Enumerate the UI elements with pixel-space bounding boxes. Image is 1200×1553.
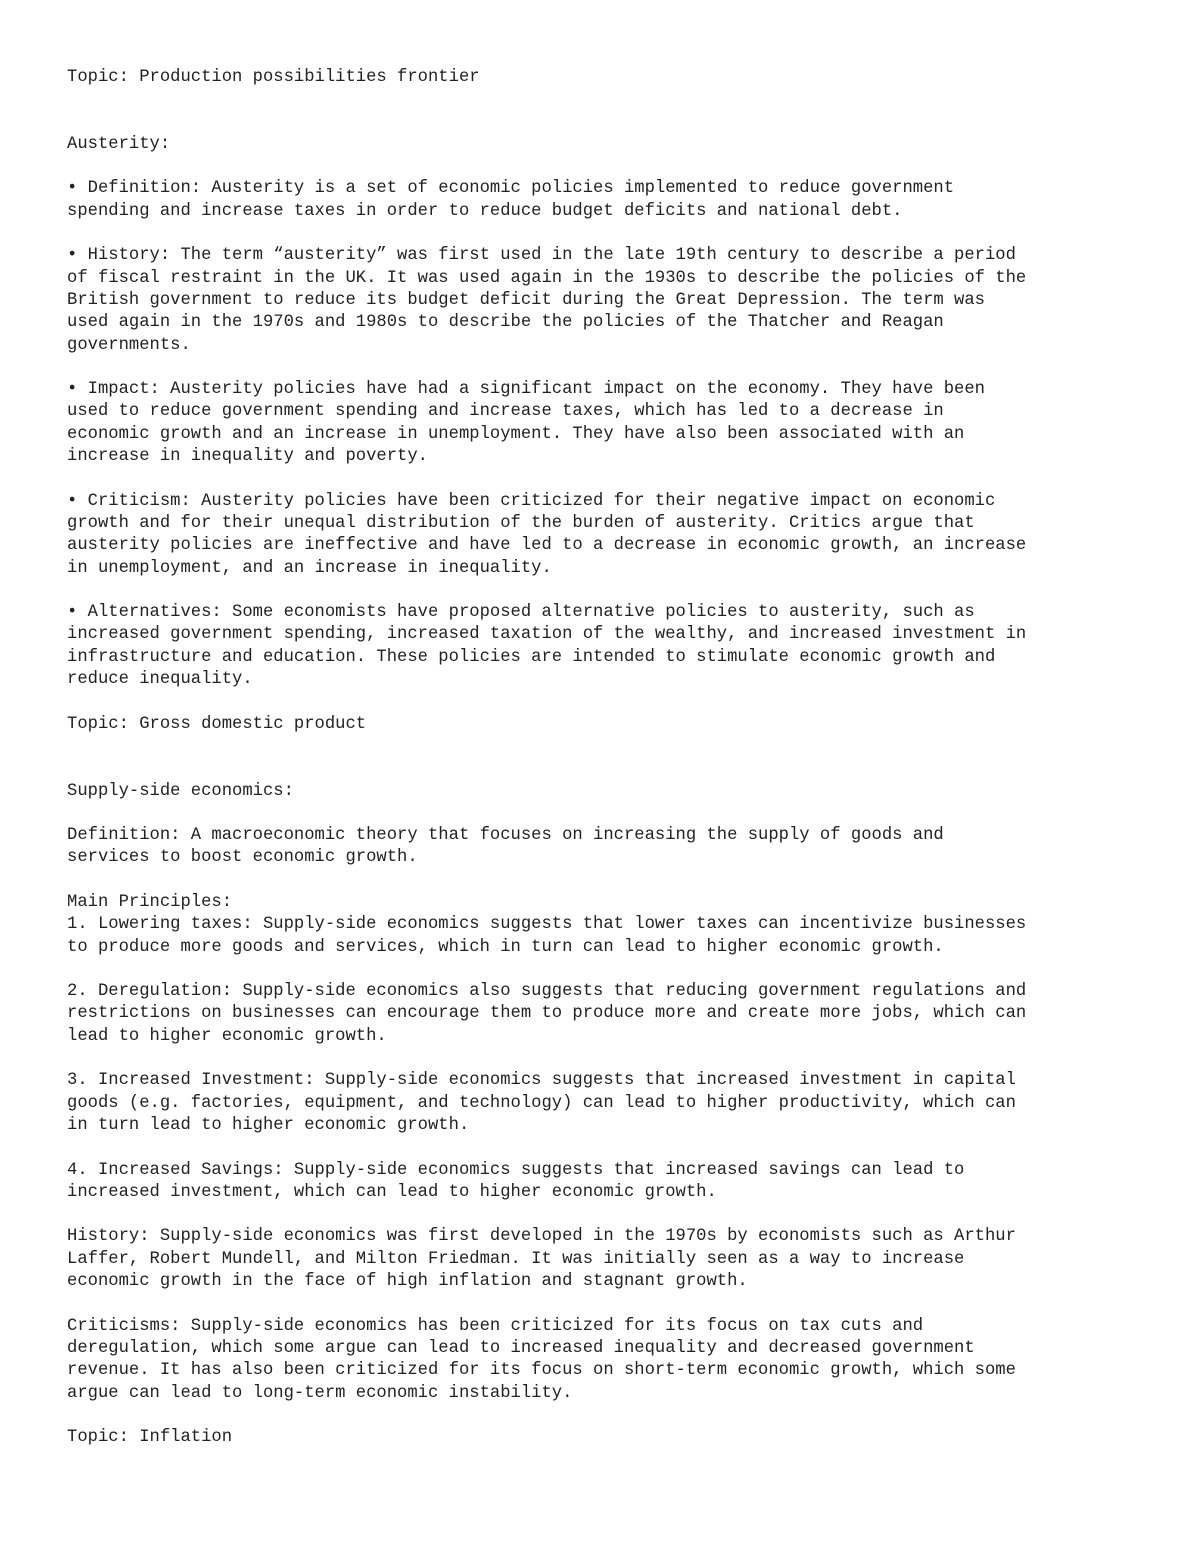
spacer [67, 156, 1157, 178]
spacer [67, 89, 1157, 134]
principle-deregulation: 2. Deregulation: Supply-side economics also suggests that reducing government regulations and restrictions on businesses can encourage them to produce more and create more jobs, which can lead to higher economic growth. [67, 982, 1027, 1046]
principle-lowering-taxes: 1. Lowering taxes: Supply-side economics suggests that lower taxes can incentivize businesses to produce more goods and services, which in turn can lead to higher economic growth. [67, 915, 1027, 957]
austerity-alternatives: • Alternatives: Some economists have proposed alternative policies to austerity, such as increased government spending, increased taxation of the wealthy, and increased investment in infrastructure and education. These policies are intended to stimulate economic growth and reduce inequality. [67, 603, 1027, 690]
spacer [67, 1204, 1157, 1226]
spacer [67, 580, 1157, 602]
topic-gross-domestic-product: Topic: Gross domestic product [67, 714, 367, 734]
document-page [67, 67, 1157, 1449]
supply-side-criticisms: Criticisms: Supply-side economics has been criticized for its focus on tax cuts and deregulation, which some argue can lead to increased inequality and decreased government revenue. It has also been criticized for its focus on short-term economic growth, which some argue can lead to long-term economic instability. [67, 1316, 1016, 1403]
austerity-impact: • Impact: Austerity policies have had a significant impact on the economy. They have been used to reduce government spending and increase taxes, which has led to a decrease in economic growth and an increase in unemployment. They have also been associated with an increase in inequality and poverty. [67, 380, 985, 467]
main-principles-heading: Main Principles: [67, 892, 233, 912]
supply-side-heading: Supply-side economics: [67, 781, 294, 801]
austerity-heading: Austerity: [67, 134, 171, 154]
topic-production-possibilities: Topic: Production possibilities frontier [67, 68, 480, 87]
spacer [67, 736, 1157, 781]
austerity-definition: • Definition: Austerity is a set of economic policies implemented to reduce government spending and increase taxes in order to reduce budget deficits and national debt. [67, 179, 955, 221]
spacer [67, 1048, 1157, 1070]
austerity-criticism: • Criticism: Austerity policies have been criticized for their negative impact on economic growth and for their unequal distribution of the burden of austerity. Critics argue that austerity policies are ineffective and have led to a decrease in economic growth, an increase in unemployment, and an increase in inequality. [67, 491, 1027, 578]
principle-increased-investment: 3. Increased Investment: Supply-side economics suggests that increased investment in capital goods (e.g. factories, equipment, and technology) can lead to higher productivity, which can in turn lead to higher economic growth. [67, 1071, 1016, 1135]
spacer [67, 870, 1157, 892]
austerity-history: • History: The term “austerity” was first used in the late 19th century to describe a period of fiscal restraint in the UK. It was used again in the 1930s to describe the policies of the British government to reduce its budget deficit during the Great Depression. The term was used again in the 1970s and 1980s to describe the policies of the Thatcher and Reagan governments. [67, 246, 1027, 355]
spacer [67, 1293, 1157, 1315]
supply-side-definition: Definition: A macroeconomic theory that focuses on increasing the supply of goods and services to boost economic growth. [67, 826, 944, 868]
spacer [67, 959, 1157, 981]
spacer [67, 357, 1157, 379]
topic-inflation: Topic: Inflation [67, 1428, 233, 1448]
spacer [67, 1137, 1157, 1159]
spacer [67, 1405, 1157, 1427]
spacer [67, 691, 1157, 713]
supply-side-history: History: Supply-side economics was first developed in the 1970s by economists such as Arthur Laffer, Robert Mundell, and Milton Friedman. It was initially seen as a way to increase economic growth in the face of high inflation and stagnant growth. [67, 1227, 1016, 1292]
spacer [67, 468, 1157, 490]
spacer [67, 803, 1157, 825]
principle-increased-savings: 4. Increased Savings: Supply-side economics suggests that increased savings can lead to increased investment, which can lead to higher economic growth. [67, 1160, 965, 1202]
spacer [67, 223, 1157, 245]
